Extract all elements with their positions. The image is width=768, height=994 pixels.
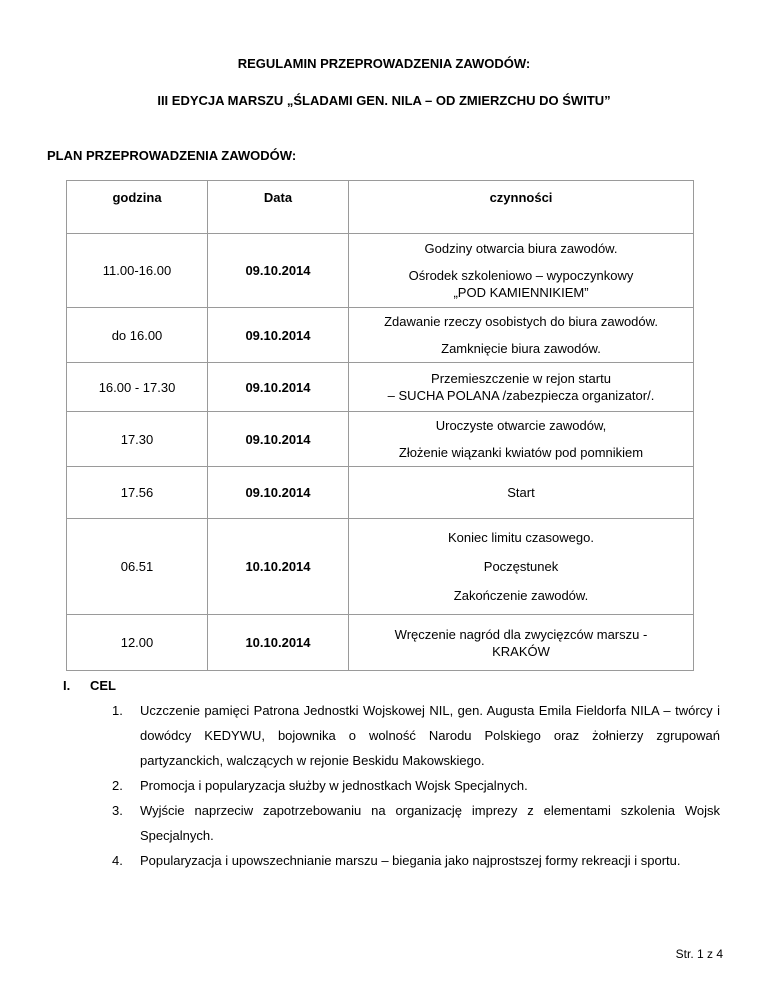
activity-line: Przemieszczenie w rejon startu (431, 371, 611, 386)
table-row (67, 519, 694, 615)
table-row (67, 234, 694, 308)
table-header-row (67, 181, 694, 234)
list-item-number: 4. (112, 853, 123, 868)
column-header-date: Data (208, 181, 349, 234)
document-subtitle: III EDYCJA MARSZU „ŚLADAMI GEN. NILA – OD ZMIERZCHU DO ŚWITU” (157, 93, 611, 108)
activity-line: Koniec limitu czasowego. (448, 530, 594, 545)
list-item-text: Wyjście naprzeciw zapotrzebowaniu na organizację imprezy z elementami szkolenia Wojsk Specjalnych. (140, 803, 720, 843)
activity-line: Zakończenie zawodów. (453, 588, 589, 603)
schedule-table (66, 180, 694, 671)
plan-title: PLAN PRZEPROWADZENIA ZAWODÓW: (47, 148, 297, 163)
list-item-text: Promocja i popularyzacja służby w jednostkach Wojsk Specjalnych. (140, 778, 528, 793)
column-header-activity: czynności (349, 181, 694, 234)
cell-date: 10.10.2014 (208, 519, 349, 615)
activity-line: „POD KAMIENNIKIEM” (453, 285, 589, 300)
section-title: CEL (90, 678, 116, 693)
cell-date: 09.10.2014 (208, 467, 349, 519)
cell-time: 06.51 (67, 519, 208, 615)
activity-line: Zamknięcie biura zawodów. (441, 341, 601, 356)
cell-activity (349, 615, 694, 671)
cell-date: 09.10.2014 (208, 363, 349, 412)
cell-time: 17.30 (67, 412, 208, 467)
list-item-text: Uczczenie pamięci Patrona Jednostki Wojskowej NIL, gen. Augusta Emila Fieldorfa NILA – twórcy i dowódcy KEDYWU, bojownika o wolność Narodu Polskiego oraz żołnierzy zgrupowań partyzanckich, walczących w rejonie Beskidu Makowskiego. (140, 703, 720, 768)
activity-line: Poczęstunek (483, 559, 559, 574)
cell-activity (349, 308, 694, 363)
cell-activity (349, 412, 694, 467)
cell-activity (349, 467, 694, 519)
activity-line: – SUCHA POLANA /zabezpiecza organizator/. (387, 388, 655, 403)
table-row (67, 308, 694, 363)
list-item-text: Popularyzacja i upowszechnianie marszu – biegania jako najprostszej formy rekreacji i sportu. (140, 853, 681, 868)
cell-date: 09.10.2014 (208, 412, 349, 467)
list-item (112, 698, 720, 773)
list-item-number: 1. (112, 703, 123, 718)
column-header-time: godzina (67, 181, 208, 234)
list-item (112, 773, 720, 798)
cell-activity (349, 519, 694, 615)
table-row (67, 467, 694, 519)
cell-time: 12.00 (67, 615, 208, 671)
list-item (112, 848, 720, 873)
activity-line: Start (507, 485, 535, 500)
list-item-number: 3. (112, 803, 123, 818)
cell-time: 11.00-16.00 (67, 234, 208, 308)
cell-time: 17.56 (67, 467, 208, 519)
section-number: I. (63, 678, 71, 693)
cell-time: 16.00 - 17.30 (67, 363, 208, 412)
activity-line: Uroczyste otwarcie zawodów, (435, 418, 607, 433)
list-item-number: 2. (112, 778, 123, 793)
goals-list (112, 698, 720, 873)
cell-date: 09.10.2014 (208, 234, 349, 308)
activity-line: Zdawanie rzeczy osobistych do biura zawodów. (384, 314, 658, 329)
cell-activity (349, 234, 694, 308)
list-item (112, 798, 720, 848)
table-row (67, 363, 694, 412)
activity-line: Złożenie wiązanki kwiatów pod pomnikiem (398, 445, 644, 460)
cell-time: do 16.00 (67, 308, 208, 363)
activity-line: KRAKÓW (492, 643, 550, 659)
activity-line: Ośrodek szkoleniowo – wypoczynkowy (408, 268, 634, 283)
cell-date: 09.10.2014 (208, 308, 349, 363)
activity-line: Wręczenie nagród dla zwycięzców marszu - (394, 626, 648, 642)
table-row (67, 412, 694, 467)
page-number: Str. 1 z 4 (675, 947, 723, 961)
cell-date: 10.10.2014 (208, 615, 349, 671)
table-row (67, 615, 694, 671)
document-title: REGULAMIN PRZEPROWADZENIA ZAWODÓW: (237, 56, 531, 71)
cell-activity (349, 363, 694, 412)
activity-line: Godziny otwarcia biura zawodów. (424, 241, 618, 256)
section-heading (63, 678, 116, 693)
